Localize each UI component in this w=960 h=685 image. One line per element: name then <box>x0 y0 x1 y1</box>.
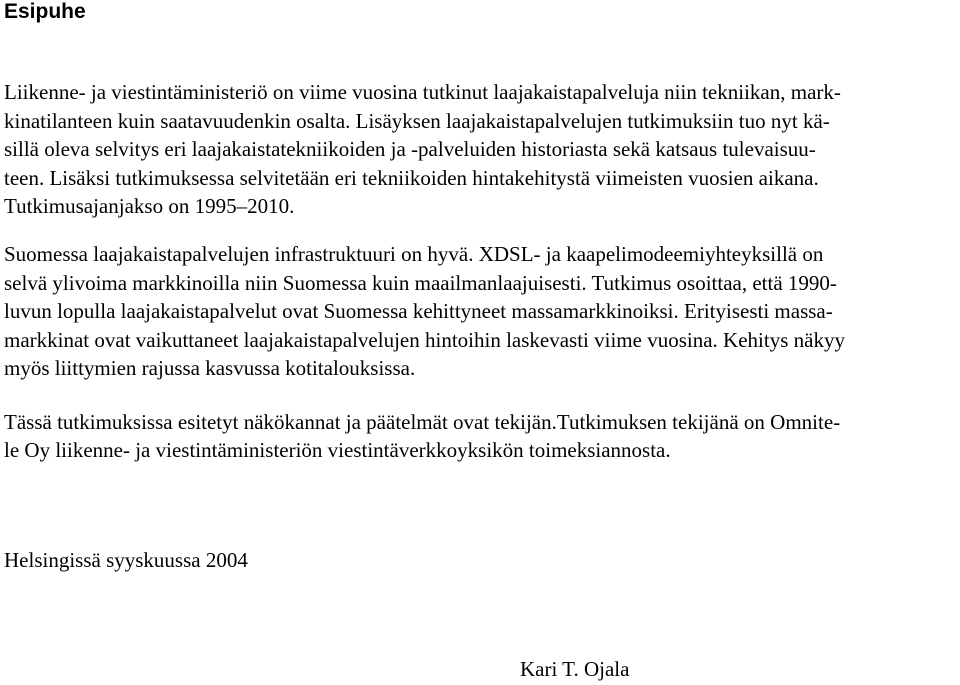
paragraph-1-line: kinatilanteen kuin saatavuudenkin osalta. Lisäyksen laajakaistapalvelujen tutkimuksiin tuo nyt kä- <box>4 109 830 133</box>
paragraph-2-line: markkinat ovat vaikuttaneet laajakaistapalvelujen hintoihin laskevasti viime vuosina. Kehitys näkyy <box>4 328 845 352</box>
paragraph-2-line: selvä ylivoima markkinoilla niin Suomessa kuin maailmanlaajuisesti. Tutkimus osoittaa, että 1990- <box>4 271 837 295</box>
paragraph-3-line: le Oy liikenne- ja viestintäministeriön viestintäverkkoyksikön toimeksiannosta. <box>4 438 671 462</box>
paragraph-3-line: Tässä tutkimuksissa esitetyt näkökannat ja päätelmät ovat tekijän.Tutkimuksen tekijänä on Omnite- <box>4 410 841 434</box>
paragraph-1-line: Tutkimusajanjakso on 1995–2010. <box>4 194 295 218</box>
paragraph-1-line: teen. Lisäksi tutkimuksessa selvitetään eri tekniikoiden hintakehitystä viimeisten vuosien aikana. <box>4 166 819 190</box>
page-title: Esipuhe <box>4 0 86 23</box>
paragraph-1-line: Liikenne- ja viestintäministeriö on viime vuosina tutkinut laajakaistapalveluja niin tekniikan, mark- <box>4 80 841 104</box>
signature-name: Kari T. Ojala <box>520 657 630 681</box>
place-date: Helsingissä syyskuussa 2004 <box>4 548 248 572</box>
paragraph-2-line: luvun lopulla laajakaistapalvelut ovat Suomessa kehittyneet massamarkkinoiksi. Erityisesti massa- <box>4 299 833 323</box>
paragraph-2-line: Suomessa laajakaistapalvelujen infrastruktuuri on hyvä. XDSL- ja kaapelimodeemiyhteyksillä on <box>4 242 824 266</box>
paragraph-1-line: sillä oleva selvitys eri laajakaistatekniikoiden ja -palveluiden historiasta sekä katsaus tulevaisuu- <box>4 137 816 161</box>
paragraph-2-line: myös liittymien rajussa kasvussa kotitalouksissa. <box>4 356 416 380</box>
